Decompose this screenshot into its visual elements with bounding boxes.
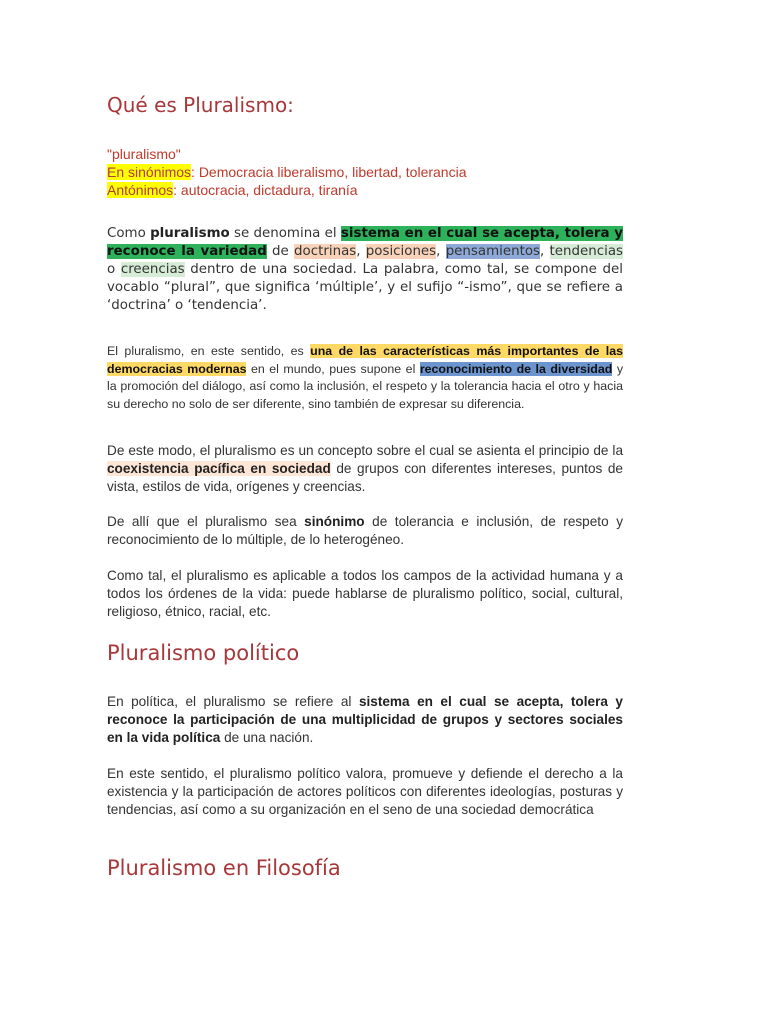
highlight-blue: reconocimiento de la diversidad <box>419 361 613 376</box>
paragraph-coexistence <box>107 442 623 496</box>
bold-definition: sistema en el cual se acepta, tolera y reconoce la participación de una multiplicidad de grupos y sectores sociales en la vida política <box>107 694 623 745</box>
text-span: de tolerancia e inclusión, de respeto y reconocimiento de lo múltiple, de lo heterogéneo. <box>107 514 623 547</box>
antonyms-text: : autocracia, dictadura, tiranía <box>173 182 358 198</box>
text-span: de grupos con diferentes intereses, puntos de vista, estilos de vida, orígenes y creencias. <box>107 461 623 494</box>
highlight-doctrinas: doctrinas <box>294 244 357 259</box>
term-quote: "pluralismo" <box>107 146 181 162</box>
paragraph-synonym <box>107 513 623 549</box>
text-span: se denomina el <box>229 226 341 241</box>
section-heading-politico: Pluralismo político <box>107 641 300 665</box>
highlight-green: sistema en el cual se acepta, tolera y reconoce la variedad <box>107 226 623 259</box>
synonyms-label: En sinónimos <box>107 164 192 180</box>
highlight-tendencias: tendencias <box>549 244 624 259</box>
text-span: de una nación. <box>220 730 314 745</box>
text-span: o <box>107 262 121 277</box>
text-span: de <box>266 244 295 259</box>
highlight-creencias: creencias <box>120 262 185 277</box>
antonyms-line <box>107 181 623 199</box>
text-span: y la promoción del diálogo, así como la inclusión, el respeto y la tolerancia hacia el otro y hacia su derecho no solo de ser diferente, sino también de expresar su diferencia. <box>107 361 624 411</box>
section-heading-filosofia: Pluralismo en Filosofía <box>107 856 341 880</box>
antonyms-label: Antónimos <box>107 182 174 198</box>
page-title: Qué es Pluralismo: <box>107 93 294 117</box>
paragraph-applicable: Como tal, el pluralismo es aplicable a todos los campos de la actividad humana y a todos los órdenes de la vida: puede hablarse de pluralismo político, social, cultural, religioso, étnico, racial, etc. <box>107 568 623 619</box>
text-span: De allí que el pluralismo sea <box>107 514 305 529</box>
text-span: Como <box>107 226 151 241</box>
text-span: De este modo, el pluralismo es un concepto sobre el cual se asienta el principio de la <box>107 443 623 458</box>
paragraph-politica <box>107 693 623 747</box>
highlight-posiciones: posiciones <box>365 244 437 259</box>
text-span: En política, el pluralismo se refiere al <box>107 694 359 709</box>
highlight-peach: coexistencia pacífica en sociedad <box>107 461 331 476</box>
paragraph-definition <box>107 225 623 315</box>
text-span: en el mundo, pues supone el <box>246 361 420 376</box>
bold-term: pluralismo <box>150 226 230 241</box>
text-span: dentro de una sociedad. La palabra, como tal, se compone del vocablo “plural”, que significa ‘múltiple’, y el sufijo “-ismo”, que se refiere a ‘doctrina’ o ‘tendencia’. <box>107 262 624 313</box>
paragraph-democracy <box>107 343 623 413</box>
synonyms-line <box>107 163 623 181</box>
highlight-gold: una de las características más importantes de las democracias modernas <box>107 344 623 376</box>
bold-term: sinónimo <box>304 514 365 529</box>
text-span: , <box>540 244 550 259</box>
definition-box <box>107 145 623 199</box>
paragraph-political-values: En este sentido, el pluralismo político valora, promueve y defiende el derecho a la existencia y la participación de actores políticos con diferentes ideologías, posturas y tendencias, así como a su organización en el seno de una sociedad democrática <box>107 766 623 817</box>
text-span: , <box>356 244 366 259</box>
text-span: , <box>436 244 446 259</box>
text-span: El pluralismo, en este sentido, es <box>107 344 311 358</box>
synonyms-text: : Democracia liberalismo, libertad, tolerancia <box>191 164 467 180</box>
highlight-pensamientos: pensamientos <box>445 244 541 259</box>
